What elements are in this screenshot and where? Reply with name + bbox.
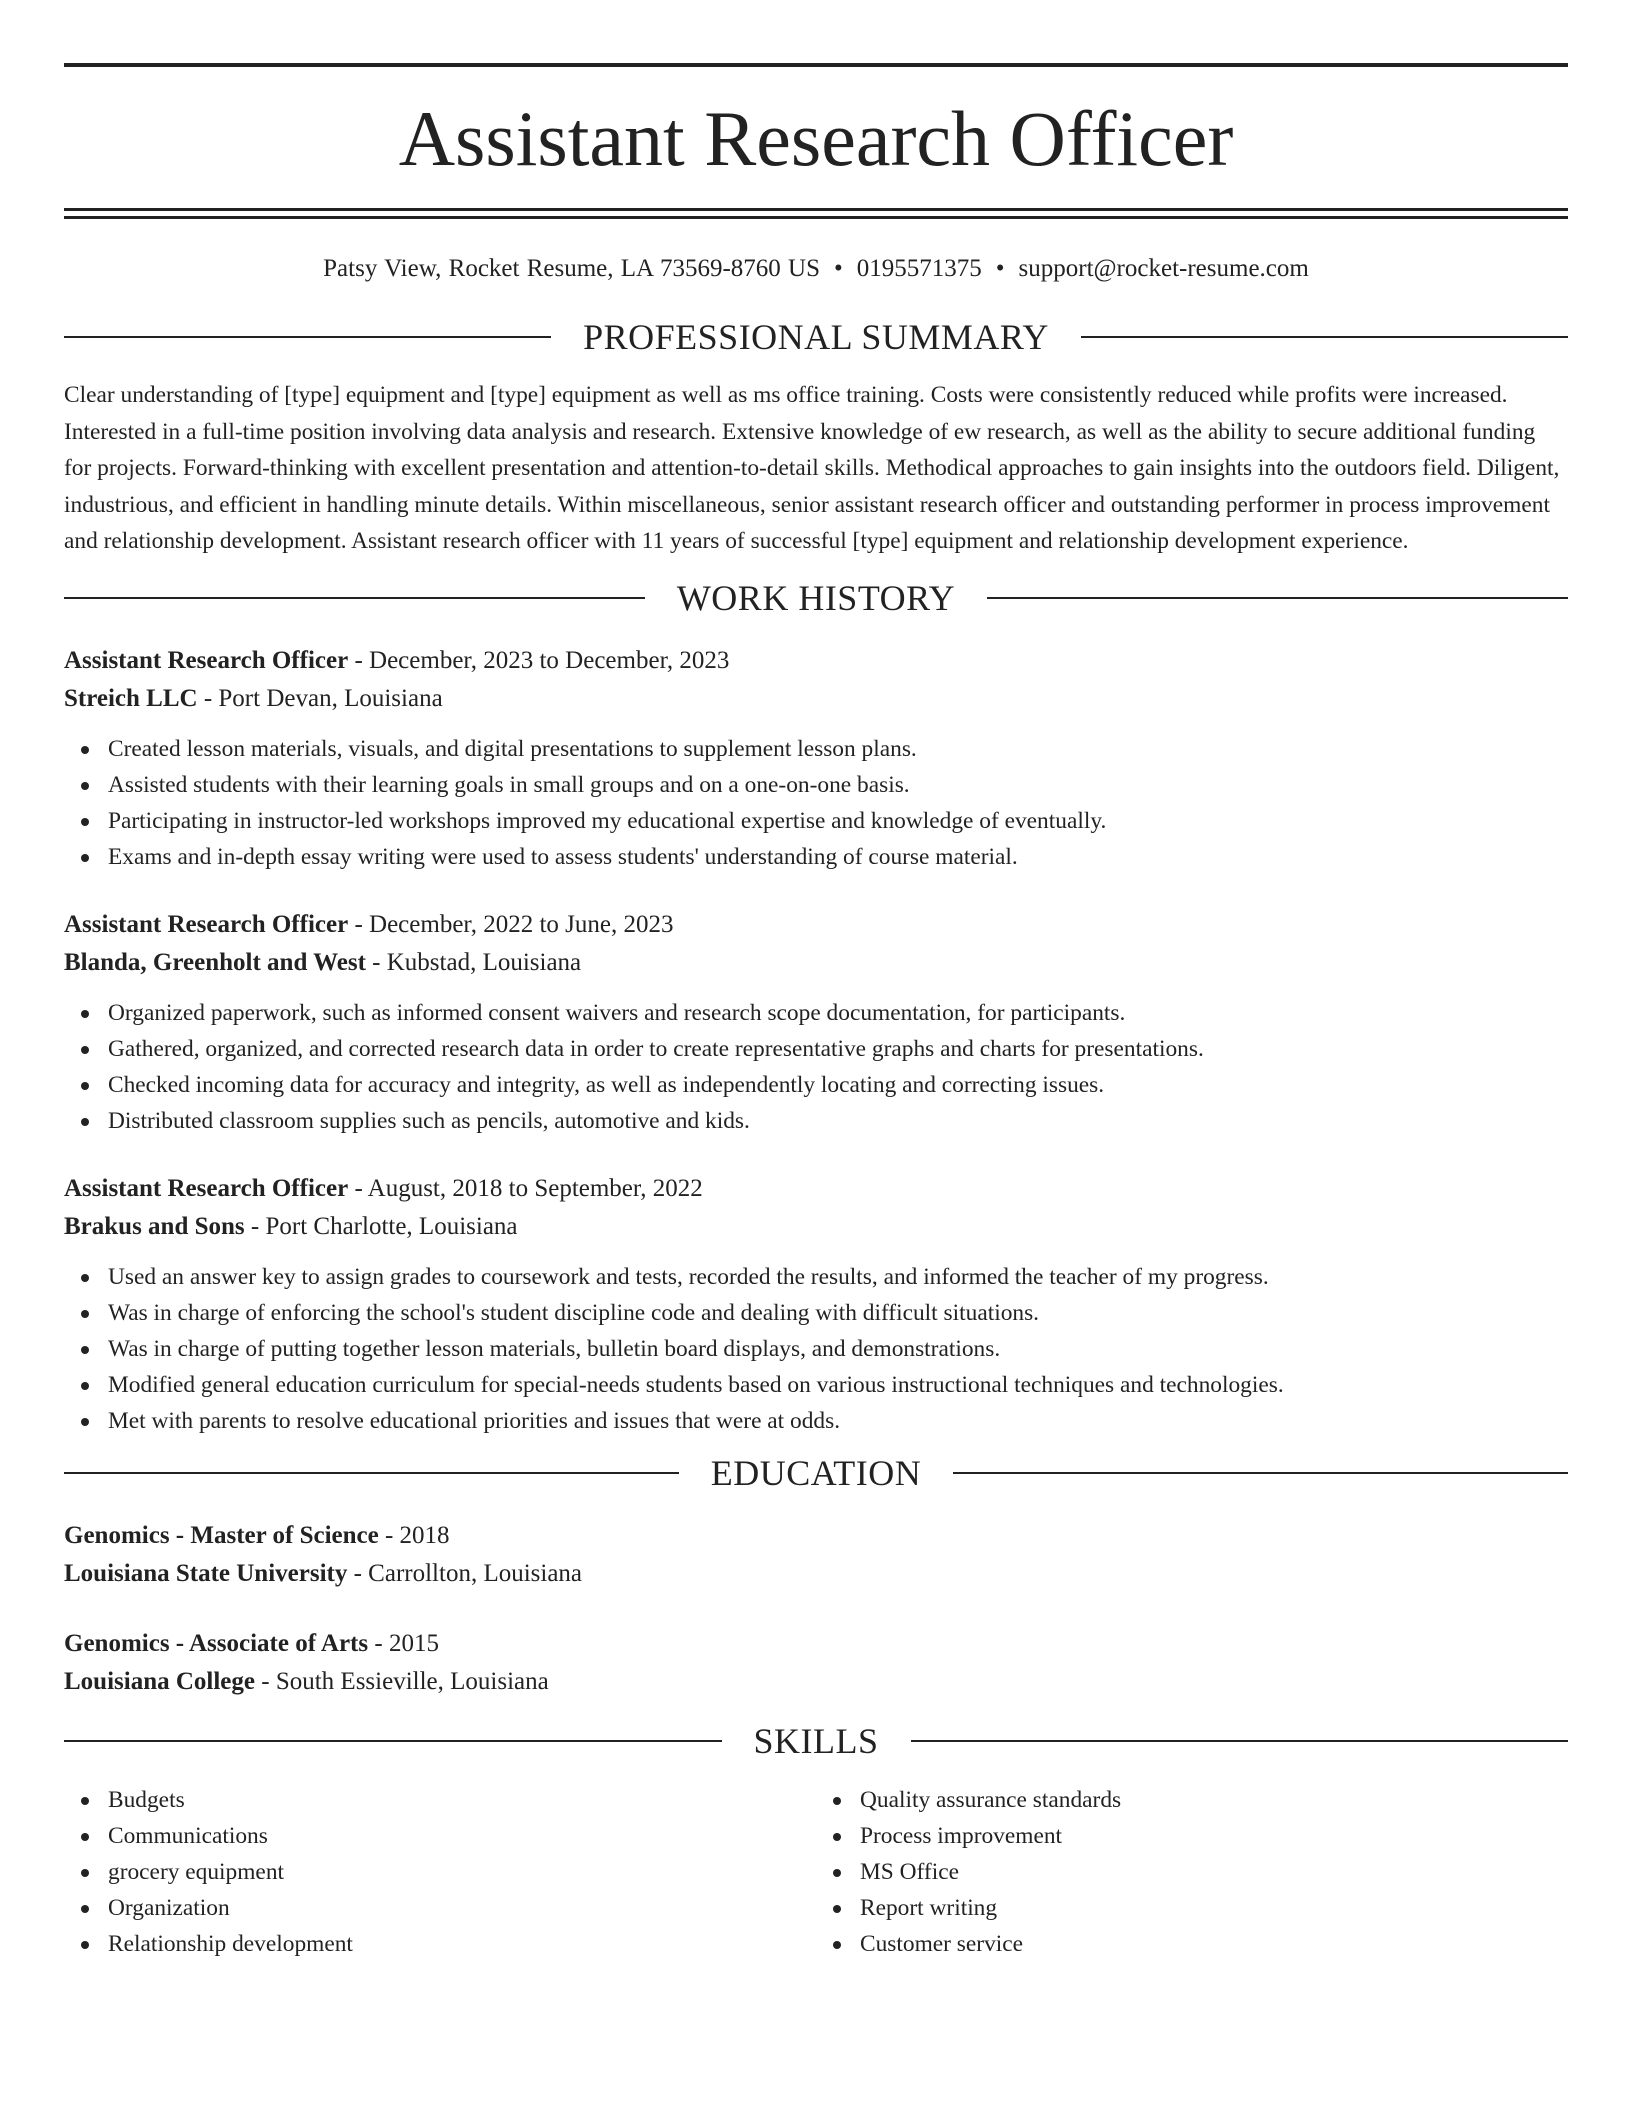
resume-title: Assistant Research Officer [398,95,1234,182]
skills-columns [64,1782,1568,1962]
list-item: Met with parents to resolve educational priorities and issues that were at odds. [64,1403,1568,1439]
job-entry [64,906,1568,1139]
skill-item: Organization [64,1890,816,1926]
job-entry [64,642,1568,875]
school-line [64,1663,1568,1701]
list-item: Distributed classroom supplies such as pencils, automotive and kids. [64,1103,1568,1139]
skills-list-left [64,1782,816,1962]
job-title-line [64,906,1568,944]
heading-rule-left [64,1472,679,1474]
top-rule [64,63,1568,67]
section-heading-work [64,574,1568,622]
list-item: Organized paperwork, such as informed consent waivers and research scope documentation, for participants. [64,995,1568,1031]
job-dates: - August, 2018 to September, 2022 [348,1174,703,1202]
skill-item: Quality assurance standards [816,1782,1568,1818]
heading-rule-right [911,1740,1569,1742]
list-item: Participating in instructor-led workshops improved my educational expertise and knowledge of eventually. [64,803,1568,839]
job-company-line [64,1208,1568,1246]
separator-dot: • [995,255,1005,282]
job-bullets [64,731,1568,875]
list-item: Gathered, organized, and corrected research data in order to create representative graphs and charts for presentations. [64,1031,1568,1067]
skill-item: Report writing [816,1890,1568,1926]
education-entry [64,1517,1568,1593]
school-line [64,1555,1568,1593]
school-location: - South Essieville, Louisiana [255,1667,549,1695]
heading-rule-left [64,1740,722,1742]
section-title: PROFESSIONAL SUMMARY [583,317,1049,357]
skill-item: Customer service [816,1926,1568,1962]
list-item: Created lesson materials, visuals, and digital presentations to supplement lesson plans. [64,731,1568,767]
job-company: Brakus and Sons [64,1212,245,1240]
job-company: Streich LLC [64,684,198,712]
degree-year: - 2015 [368,1629,439,1657]
contact-email: support@rocket-resume.com [1018,255,1309,282]
contact-phone: 0195571375 [856,255,982,282]
section-title: EDUCATION [710,1452,922,1493]
heading-rule-right [1081,336,1568,338]
summary-text: Clear understanding of [type] equipment and [type] equipment as well as ms office training. Costs were consistently reduced while profits were increased. Interested in a full-time position involving data analysis and research. Extensive knowledge of ew research, as well as the ability to secure additional funding for projects. Forward-thinking with excellent presentation and attention-to-detail skills. Methodical approaches to gain insights into the outdoors field. Diligent, industrious, and efficient in handling minute details. Within miscellaneous, senior assistant research officer and outstanding performer in process improvement and relationship development. Assistant research officer with 11 years of successful [type] equipment and relationship development experience. [64,382,1560,554]
list-item: Checked incoming data for accuracy and integrity, as well as independently locating and correcting issues. [64,1067,1568,1103]
skill-item: Communications [64,1818,816,1854]
list-item: Was in charge of enforcing the school's student discipline code and dealing with difficult situations. [64,1295,1568,1331]
job-dates: - December, 2023 to December, 2023 [348,646,730,674]
degree: Genomics - Master of Science [64,1521,379,1549]
education-entry [64,1625,1568,1701]
skill-item: Process improvement [816,1818,1568,1854]
heading-rule-right [987,597,1568,599]
job-title-line [64,642,1568,680]
degree: Genomics - Associate of Arts [64,1629,369,1657]
job-title-line [64,1170,1568,1208]
heading-rule-left [64,597,645,599]
degree-line [64,1517,1568,1555]
school: Louisiana College [64,1667,255,1695]
job-company: Blanda, Greenholt and West [64,948,366,976]
contact-address: Patsy View, Rocket Resume, LA 73569-8760 US [323,255,820,282]
job-title: Assistant Research Officer [64,1174,349,1202]
list-item: Modified general education curriculum for special-needs students based on various instructional techniques and technologies. [64,1367,1568,1403]
skill-item: Budgets [64,1782,816,1818]
degree-year: - 2018 [378,1521,450,1549]
section-heading-education [64,1449,1568,1497]
job-entry [64,1170,1568,1439]
section-heading-summary [64,313,1568,361]
skills-list-right [816,1782,1568,1962]
job-location: - Kubstad, Louisiana [365,948,582,976]
heading-rule-left [64,336,551,338]
heading-rule-right [953,1472,1568,1474]
job-company-line [64,944,1568,982]
job-title: Assistant Research Officer [64,646,349,674]
list-item: Assisted students with their learning goals in small groups and on a one-on-one basis. [64,767,1568,803]
job-location: - Port Charlotte, Louisiana [244,1212,518,1240]
job-bullets [64,995,1568,1139]
section-heading-skills [64,1717,1568,1765]
job-company-line [64,680,1568,718]
job-title: Assistant Research Officer [64,910,349,938]
contact-line [64,255,1568,305]
separator-dot: • [834,255,843,282]
list-item: Was in charge of putting together lesson materials, bulletin board displays, and demonstrations. [64,1331,1568,1367]
school: Louisiana State University [64,1559,348,1587]
job-bullets [64,1259,1568,1439]
skill-item: MS Office [816,1854,1568,1890]
skill-item: Relationship development [64,1926,816,1962]
school-location: - Carrollton, Louisiana [347,1559,583,1587]
degree-line [64,1625,1568,1663]
section-title: SKILLS [753,1720,879,1761]
job-dates: - December, 2022 to June, 2023 [348,910,674,938]
skill-item: grocery equipment [64,1854,816,1890]
list-item: Exams and in-depth essay writing were used to assess students' understanding of course material. [64,839,1568,875]
title-double-rule [64,208,1568,219]
list-item: Used an answer key to assign grades to coursework and tests, recorded the results, and informed the teacher of my progress. [64,1259,1568,1295]
job-location: - Port Devan, Louisiana [197,684,443,712]
section-title: WORK HISTORY [676,577,956,618]
